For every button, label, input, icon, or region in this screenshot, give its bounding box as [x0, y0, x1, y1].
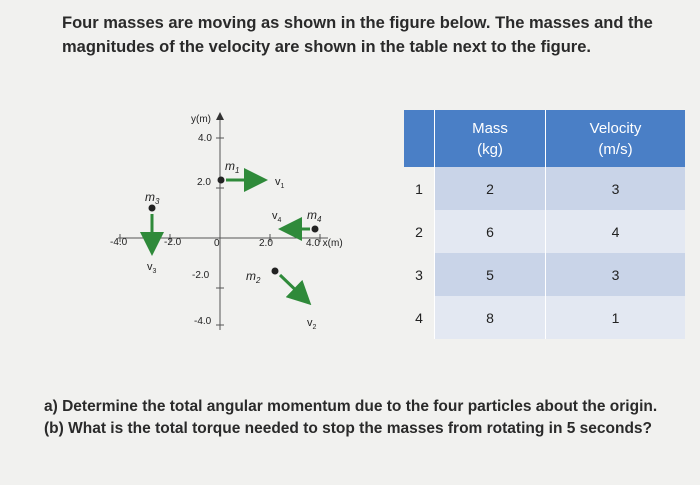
header-velocity-unit: (m/s) [598, 140, 633, 158]
y-axis-label: y(m) [191, 114, 211, 125]
label-v3: $v_3$ [147, 261, 157, 275]
label-m2: $m_2$ [246, 269, 261, 285]
cell-mass: 8 [434, 296, 545, 339]
header-mass-unit: (kg) [477, 140, 503, 158]
header-velocity-label: Velocity [589, 119, 642, 137]
tick-y-neg4: -4.0 [194, 316, 212, 327]
row-index: 1 [404, 167, 434, 210]
x-axis-label: 4.0 x(m) [306, 238, 343, 249]
tick-x-zero: 0 [214, 238, 220, 249]
label-v4: $v_4$ [272, 210, 282, 224]
tick-x-neg2: -2.0 [164, 237, 182, 248]
tick-y-4: 4.0 [198, 133, 212, 144]
coordinate-plot [100, 108, 380, 348]
mass-m2 [272, 268, 279, 275]
row-index: 2 [404, 210, 434, 253]
cell-velocity: 3 [545, 253, 685, 296]
label-m4: $m_4$ [307, 208, 322, 224]
label-m3: $m_3$ [145, 190, 160, 206]
tick-x-neg4: -4.0 [110, 237, 128, 248]
row-index: 4 [404, 296, 434, 339]
label-m1: $m_1$ [225, 159, 240, 175]
question-a: a) Determine the total angular momentum due to the four particles about the origin. [44, 398, 658, 415]
label-v1: $v_1$ [275, 176, 285, 190]
cell-mass: 5 [434, 253, 545, 296]
motion-figure [100, 108, 380, 348]
table-corner [404, 110, 434, 167]
header-mass-label: Mass [472, 119, 508, 137]
velocity-v2-arrow [280, 275, 307, 301]
header-mass [434, 110, 545, 167]
cell-velocity: 3 [545, 167, 685, 210]
y-axis-arrowhead [216, 112, 224, 120]
question-b: (b) What is the total torque needed to stop the masses from rotating in 5 seconds? [44, 420, 653, 437]
questions [44, 396, 684, 440]
row-index: 3 [404, 253, 434, 296]
label-v2: $v_2$ [307, 317, 317, 331]
mass-m1 [218, 177, 225, 184]
problem-intro: Four masses are moving as shown in the figure below. The masses and the magnitudes of the velocity are shown in the table next to the figure. [62, 14, 653, 56]
tick-y-2: 2.0 [197, 177, 211, 188]
cell-mass: 6 [434, 210, 545, 253]
header-velocity [545, 110, 685, 167]
cell-velocity: 4 [545, 210, 685, 253]
mass-m4 [312, 226, 319, 233]
tick-x-2: 2.0 [259, 238, 273, 249]
cell-mass: 2 [434, 167, 545, 210]
cell-velocity: 1 [545, 296, 685, 339]
mass-velocity-table [404, 110, 685, 339]
tick-y-neg2: -2.0 [192, 270, 210, 281]
